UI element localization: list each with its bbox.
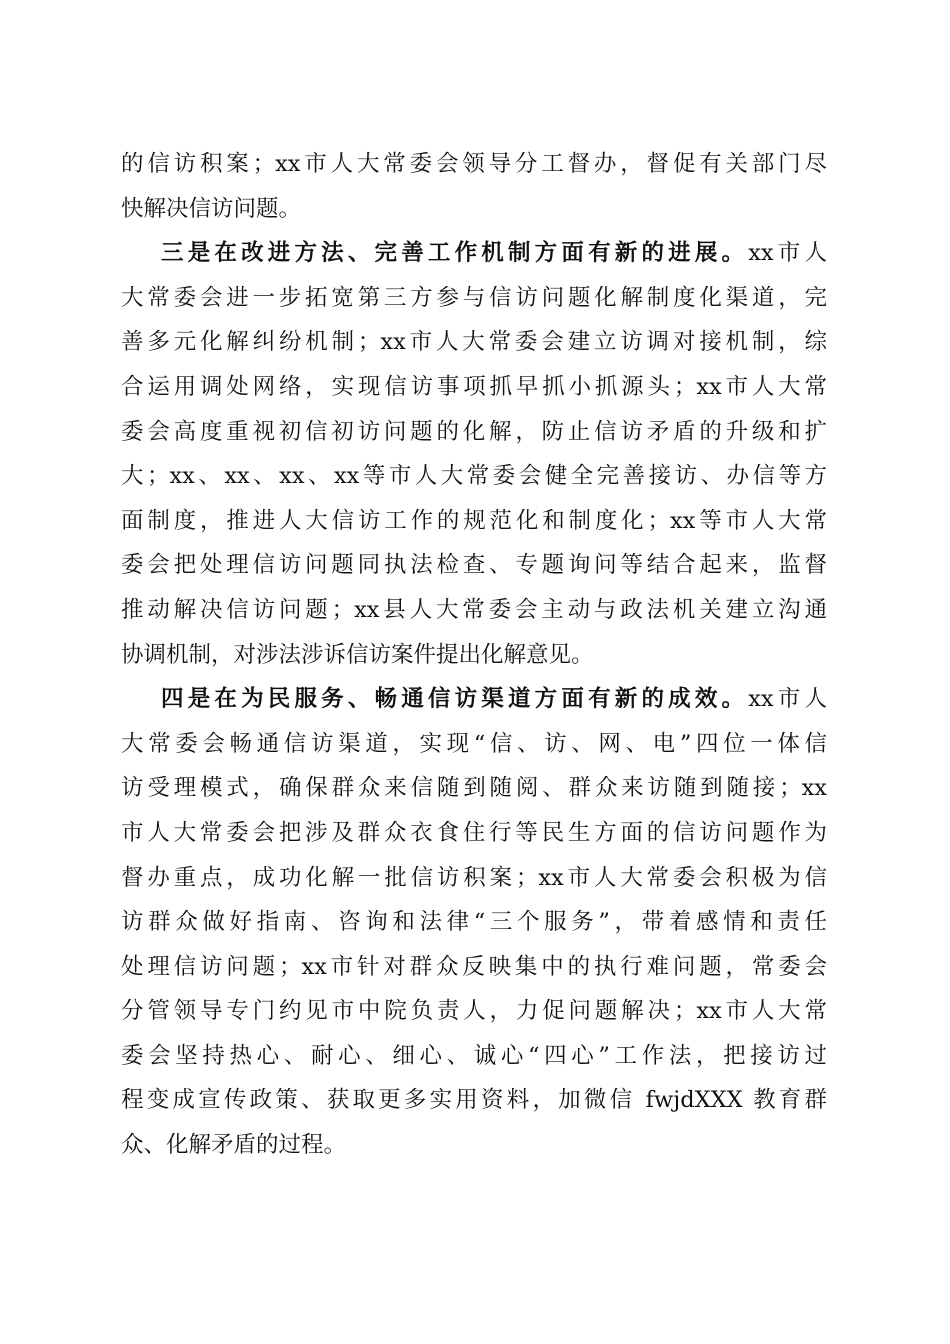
paragraph-line: 市人大常委会把涉及群众衣食住行等民生方面的信访问题作为 bbox=[121, 819, 827, 846]
paragraph-1 bbox=[121, 142, 827, 231]
paragraph-lead-heading: 三是在改进方法、完善工作机制方面有新的进展。 bbox=[161, 240, 749, 267]
paragraph-line: 访受理模式，确保群众来信随到随阅、群众来访随到随接；xx bbox=[121, 775, 827, 802]
paragraph-3 bbox=[121, 677, 827, 1168]
paragraph-first-line bbox=[121, 677, 827, 722]
paragraph-line: 合运用调处网络，实现信访事项抓早抓小抓源头；xx市人大常 bbox=[121, 373, 827, 400]
paragraph-line: 面制度，推进人大信访工作的规范化和制度化；xx等市人大常 bbox=[121, 507, 827, 534]
paragraph-line: 的信访积案；xx市人大常委会领导分工督办，督促有关部门尽 bbox=[121, 151, 827, 177]
paragraph-line: 推动解决信访问题；xx县人大常委会主动与政法机关建立沟通 bbox=[121, 596, 827, 623]
document-body bbox=[121, 142, 827, 1168]
paragraph-line: 处理信访问题；xx市针对群众反映集中的执行难问题，常委会 bbox=[121, 953, 827, 980]
paragraph-line: 协调机制，对涉法涉诉信访案件提出化解意见。 bbox=[121, 641, 594, 668]
paragraph-line-tail: xx市人 bbox=[748, 240, 827, 267]
paragraph-line: 分管领导专门约见市中院负责人，力促问题解决；xx市人大常 bbox=[121, 998, 827, 1025]
paragraph-lead-heading: 四是在为民服务、畅通信访渠道方面有新的成效。 bbox=[161, 686, 749, 713]
paragraph-line-tail: xx市人 bbox=[748, 686, 827, 713]
paragraph-line: 委会高度重视初信初访问题的化解，防止信访矛盾的升级和扩 bbox=[121, 418, 827, 445]
paragraph-line: 众、化解矛盾的过程。 bbox=[121, 1132, 347, 1159]
paragraph-line: 善多元化解纠纷机制；xx市人大常委会建立访调对接机制，综 bbox=[121, 329, 827, 356]
paragraph-line: 大常委会畅通信访渠道，实现“信、访、网、电”四位一体信 bbox=[121, 730, 827, 757]
paragraph-first-line bbox=[121, 231, 827, 276]
paragraph-line: 委会坚持热心、耐心、细心、诚心“四心”工作法，把接访过 bbox=[121, 1042, 827, 1069]
paragraph-line: 大常委会进一步拓宽第三方参与信访问题化解制度化渠道，完 bbox=[121, 284, 827, 311]
paragraph-line: 访群众做好指南、咨询和法律“三个服务”，带着感情和责任 bbox=[121, 909, 827, 936]
paragraph-line: 快解决信访问题。 bbox=[121, 195, 302, 222]
paragraph-line: 委会把处理信访问题同执法检查、专题询问等结合起来，监督 bbox=[121, 552, 827, 579]
paragraph-2 bbox=[121, 231, 827, 677]
paragraph-line: 督办重点，成功化解一批信访积案；xx市人大常委会积极为信 bbox=[121, 864, 827, 891]
paragraph-line: 大；xx、xx、xx、xx等市人大常委会健全完善接访、办信等方 bbox=[121, 463, 827, 490]
paragraph-line: 程变成宣传政策、获取更多实用资料，加微信 fwjdXXX 教育群 bbox=[121, 1087, 827, 1114]
